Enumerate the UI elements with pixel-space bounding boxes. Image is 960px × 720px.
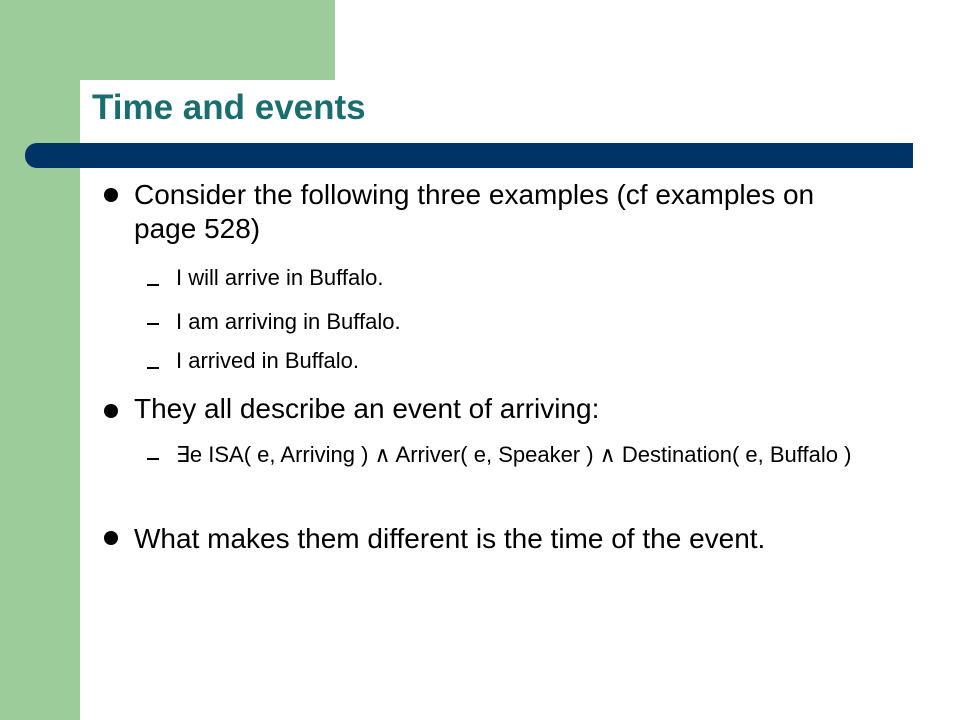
sub-bullet-1-1: I will arrive in Buffalo.: [176, 265, 384, 290]
bullet-3-text: What makes them different is the time of the event.: [134, 523, 766, 554]
sub-bullet-1-2: I am arriving in Buffalo.: [176, 309, 401, 334]
sub-bullet-dash: [147, 458, 159, 460]
sub-bullet-dash: [147, 284, 159, 286]
sub-bullet-1-3: I arrived in Buffalo.: [176, 348, 360, 373]
bullet-dot: [104, 531, 118, 545]
bullet-dot: [104, 404, 118, 418]
sub-bullet-dash: [147, 367, 159, 369]
slide-title: Time and events: [92, 88, 366, 127]
bullet-dot: [104, 188, 118, 202]
sub-bullet-dash: [147, 323, 159, 325]
sub-bullet-2-1: ∃e ISA( e, Arriving ) ∧ Arriver( e, Speaker ) ∧ Destination( e, Buffalo ): [176, 442, 852, 467]
bullet-2-text: They all describe an event of arriving:: [134, 393, 600, 424]
bullet-1-text: Consider the following three examples (cf examples on page 528): [134, 179, 815, 244]
